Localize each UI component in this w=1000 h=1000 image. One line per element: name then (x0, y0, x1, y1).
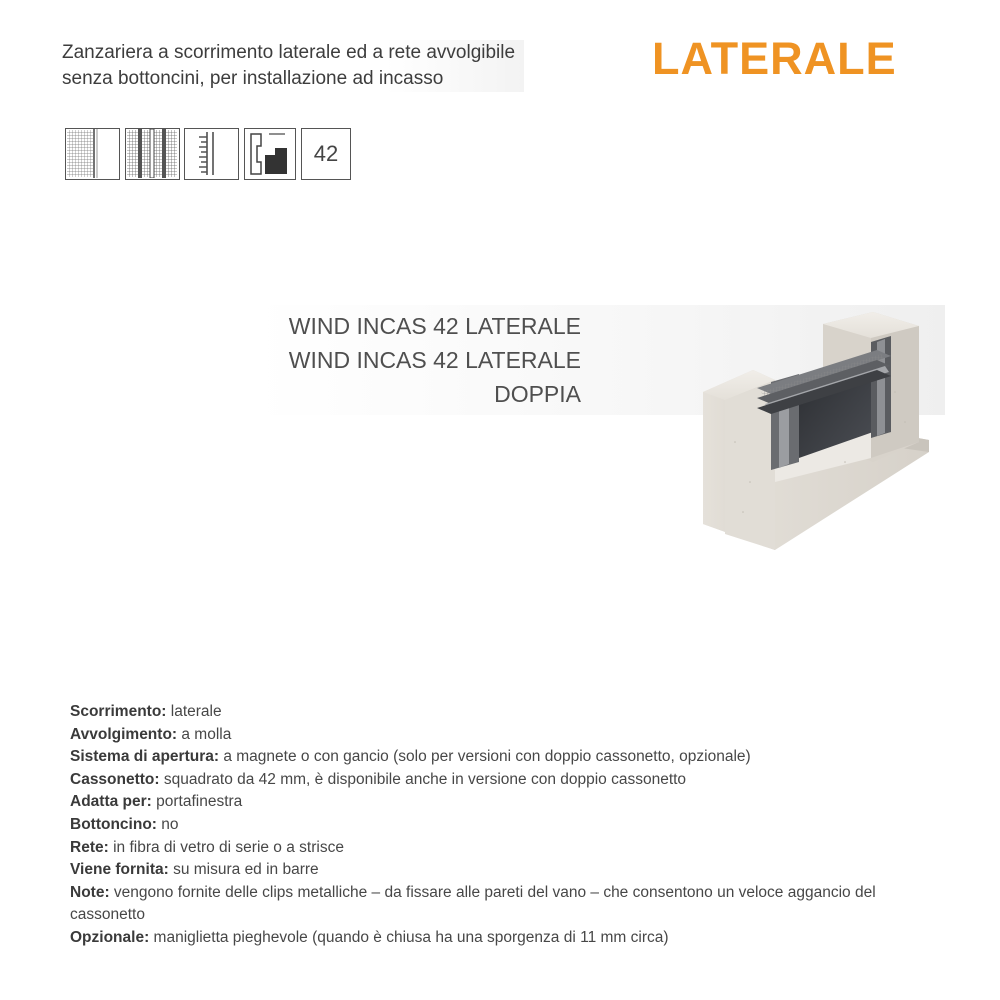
side-profile-icon (184, 128, 239, 180)
product-render-image (695, 312, 940, 552)
model-name-line-2: WIND INCAS 42 LATERALE (288, 347, 581, 373)
spec-row-opzionale: Opzionale: maniglietta pieghevole (quando è chiusa ha una sporgenza di 11 mm circa) (70, 928, 669, 946)
page-title: LATERALE (652, 33, 897, 84)
spec-row-bottoncino: Bottoncino: no (70, 815, 179, 833)
spec-row-adatta-per: Adatta per: portafinestra (70, 793, 243, 811)
spec-row-sistema-apertura: Sistema di apertura: a magnete o con gancio (solo per versioni con doppio cassonetto, opzionale) (70, 748, 751, 766)
box-size-icon: 42 (301, 128, 351, 180)
spec-row-cassonetto: Cassonetto: squadrato da 42 mm, è disponibile anche in versione con doppio cassonetto (70, 770, 687, 788)
product-description: Zanzariera a scorrimento laterale ed a rete avvolgibile senza bottoncini, per installazione ad incasso (62, 40, 524, 92)
model-names (255, 309, 581, 411)
spec-row-avvolgimento: Avvolgimento: a molla (70, 725, 232, 743)
spec-row-scorrimento: Scorrimento: laterale (70, 703, 222, 720)
double-mesh-panel-icon (125, 128, 180, 180)
recessed-installation-icon (244, 128, 296, 180)
spec-row-viene-fornita: Viene fornita: su misura ed in barre (70, 861, 319, 879)
model-name-line-1: WIND INCAS 42 LATERALE (288, 313, 581, 339)
spec-row-rete: Rete: in fibra di vetro di serie o a strisce (70, 838, 344, 856)
spec-row-note: Note: vengono fornite delle clips metalliche – da fissare alle pareti del vano – che consentono un veloce aggancio del cassonetto (70, 883, 876, 924)
model-name-line-3: DOPPIA (494, 381, 581, 407)
spec-list (70, 701, 950, 950)
single-mesh-panel-icon (65, 128, 120, 180)
